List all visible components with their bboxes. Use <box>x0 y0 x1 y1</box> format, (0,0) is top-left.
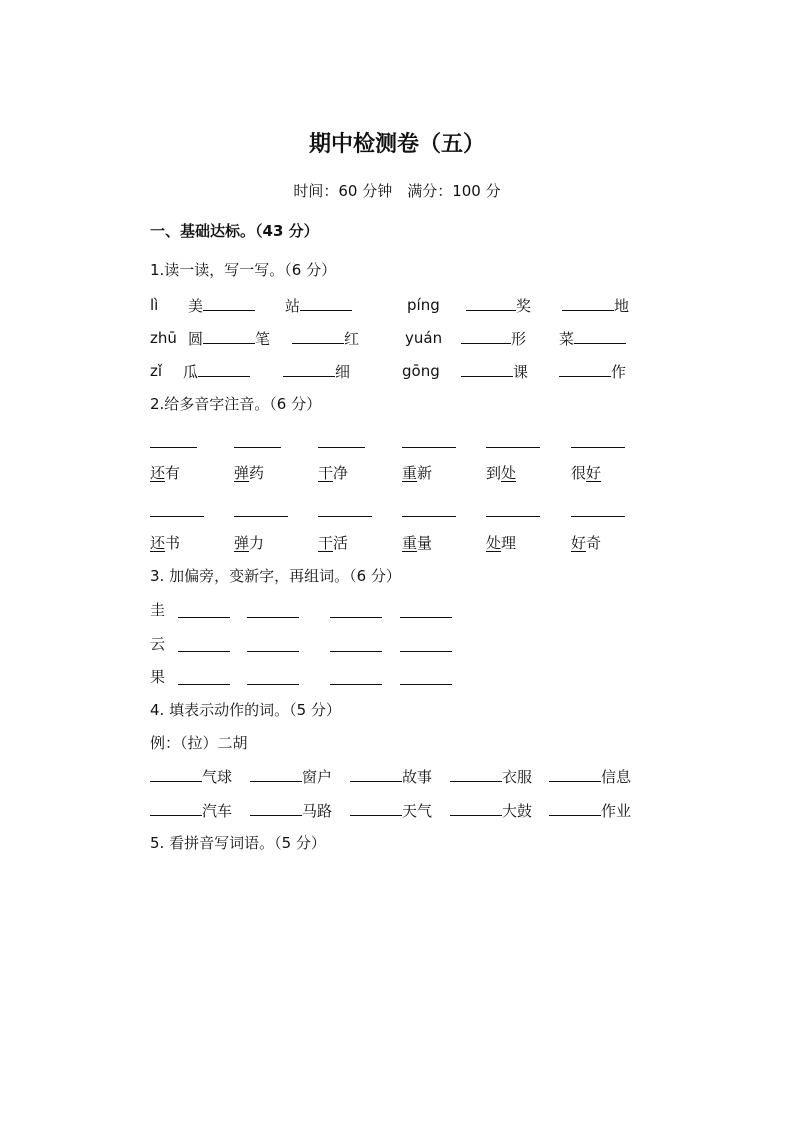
answer-line[interactable] <box>400 684 452 685</box>
char: 到 <box>486 464 502 482</box>
polyphone-word <box>571 463 601 483</box>
pinyin-label: yuán <box>405 329 443 347</box>
target-char: 处 <box>501 464 517 482</box>
object-word: 马路 <box>302 802 333 820</box>
section-heading: 一、基础达标。（43 分） <box>150 222 319 240</box>
question-1-heading: 1.读一读，写一写。（6 分） <box>150 261 337 279</box>
char: 作 <box>611 363 627 381</box>
object-word: 天气 <box>402 802 433 820</box>
answer-blank[interactable] <box>450 800 502 816</box>
target-char: 好 <box>586 464 602 482</box>
target-char: 弹 <box>234 534 250 552</box>
answer-blank[interactable] <box>562 295 614 311</box>
word-blank <box>292 328 359 349</box>
polyphone-word <box>234 463 264 483</box>
char: 力 <box>249 534 265 552</box>
answer-blank[interactable] <box>350 766 402 782</box>
object-word: 作业 <box>601 802 632 820</box>
answer-line[interactable] <box>486 516 540 517</box>
target-char: 干 <box>318 464 334 482</box>
answer-line[interactable] <box>247 684 299 685</box>
word-blank <box>188 328 270 349</box>
polyphone-word <box>318 463 348 483</box>
word-blank <box>562 295 629 316</box>
answer-line[interactable] <box>150 516 204 517</box>
answer-blank[interactable] <box>203 328 255 344</box>
answer-blank[interactable] <box>450 766 502 782</box>
question-2-heading: 2.给多音字注音。（6 分） <box>150 395 322 413</box>
target-char: 重 <box>402 464 418 482</box>
answer-blank[interactable] <box>461 361 513 377</box>
object-word: 衣服 <box>502 768 533 786</box>
char: 药 <box>249 464 265 482</box>
char: 很 <box>571 464 587 482</box>
answer-line[interactable] <box>234 516 288 517</box>
answer-blank[interactable] <box>283 361 335 377</box>
pinyin-label: píng <box>407 296 440 314</box>
verb-blank <box>250 800 332 821</box>
word-blank <box>466 295 531 316</box>
base-char: 果 <box>150 668 166 686</box>
verb-blank <box>549 800 631 821</box>
char: 瓜 <box>183 363 199 381</box>
polyphone-word <box>486 533 516 553</box>
target-char: 干 <box>318 534 334 552</box>
char: 课 <box>513 363 529 381</box>
polyphone-word <box>402 533 432 553</box>
object-word: 汽车 <box>202 802 233 820</box>
verb-blank <box>450 766 532 787</box>
char: 理 <box>501 534 517 552</box>
base-char: 云 <box>150 635 166 653</box>
answer-blank[interactable] <box>203 295 255 311</box>
verb-blank <box>150 766 232 787</box>
object-word: 窗户 <box>302 768 333 786</box>
answer-blank[interactable] <box>292 328 344 344</box>
char: 活 <box>333 534 349 552</box>
verb-blank <box>250 766 332 787</box>
answer-line[interactable] <box>178 617 230 618</box>
target-char: 重 <box>402 534 418 552</box>
answer-blank[interactable] <box>250 766 302 782</box>
pinyin-label: gōng <box>402 362 440 380</box>
answer-line[interactable] <box>318 516 372 517</box>
answer-blank[interactable] <box>250 800 302 816</box>
answer-line[interactable] <box>330 684 382 685</box>
answer-line[interactable] <box>400 617 452 618</box>
answer-line[interactable] <box>178 684 230 685</box>
word-blank <box>285 295 352 316</box>
polyphone-word <box>571 533 601 553</box>
word-blank <box>183 361 250 382</box>
char: 红 <box>344 330 360 348</box>
char: 形 <box>511 330 527 348</box>
question-5-heading: 5. 看拼音写词语。（5 分） <box>150 834 326 852</box>
word-blank <box>283 361 350 382</box>
object-word: 信息 <box>601 768 632 786</box>
target-char: 弹 <box>234 464 250 482</box>
char: 地 <box>614 297 630 315</box>
pinyin-label: zǐ <box>150 362 163 380</box>
polyphone-word <box>234 533 264 553</box>
object-word: 气球 <box>202 768 233 786</box>
char: 菜 <box>559 330 575 348</box>
exam-meta: 时间：60 分钟 满分：100 分 <box>293 182 501 200</box>
answer-blank[interactable] <box>150 800 202 816</box>
question-4-heading: 4. 填表示动作的词。（5 分） <box>150 701 341 719</box>
char: 净 <box>333 464 349 482</box>
pinyin-label: lì <box>150 296 159 314</box>
polyphone-word <box>486 463 516 483</box>
answer-line[interactable] <box>150 447 197 448</box>
word-blank <box>461 361 528 382</box>
answer-blank[interactable] <box>350 800 402 816</box>
char: 书 <box>165 534 181 552</box>
example-text: 例：（拉）二胡 <box>150 734 248 752</box>
answer-blank[interactable] <box>461 328 511 344</box>
answer-line[interactable] <box>178 651 230 652</box>
verb-blank <box>450 800 532 821</box>
verb-blank <box>350 800 432 821</box>
verb-blank <box>150 800 232 821</box>
question-3-heading: 3. 加偏旁，变新字，再组词。（6 分） <box>150 567 401 585</box>
answer-blank[interactable] <box>300 295 352 311</box>
polyphone-word <box>318 533 348 553</box>
object-word: 大鼓 <box>502 802 533 820</box>
answer-line[interactable] <box>247 651 299 652</box>
answer-blank[interactable] <box>150 766 202 782</box>
answer-line[interactable] <box>571 516 625 517</box>
char: 有 <box>165 464 181 482</box>
word-blank <box>559 361 626 382</box>
answer-line[interactable] <box>486 447 540 448</box>
answer-blank[interactable] <box>466 295 516 311</box>
answer-line[interactable] <box>402 516 456 517</box>
pinyin-label: zhū <box>150 329 177 347</box>
char: 站 <box>285 297 301 315</box>
target-char: 还 <box>150 534 166 552</box>
answer-line[interactable] <box>400 651 452 652</box>
answer-line[interactable] <box>247 617 299 618</box>
char: 圆 <box>188 330 204 348</box>
target-char: 处 <box>486 534 502 552</box>
base-char: 圭 <box>150 601 166 619</box>
char: 奖 <box>516 297 532 315</box>
char: 笔 <box>255 330 271 348</box>
target-char: 好 <box>571 534 587 552</box>
answer-line[interactable] <box>318 447 365 448</box>
answer-line[interactable] <box>330 617 382 618</box>
verb-blank <box>350 766 432 787</box>
char: 美 <box>188 297 204 315</box>
polyphone-word <box>150 463 180 483</box>
answer-blank[interactable] <box>559 361 611 377</box>
answer-blank[interactable] <box>549 800 601 816</box>
char: 量 <box>417 534 433 552</box>
verb-blank <box>549 766 631 787</box>
char: 细 <box>335 363 351 381</box>
char: 奇 <box>586 534 602 552</box>
word-blank <box>188 295 255 316</box>
object-word: 故事 <box>402 768 433 786</box>
target-char: 还 <box>150 464 166 482</box>
answer-blank[interactable] <box>549 766 601 782</box>
answer-blank[interactable] <box>198 361 250 377</box>
char: 新 <box>417 464 433 482</box>
answer-line[interactable] <box>571 447 625 448</box>
page-title: 期中检测卷（五） <box>308 132 485 157</box>
answer-line[interactable] <box>234 447 281 448</box>
answer-line[interactable] <box>330 651 382 652</box>
word-blank <box>559 328 626 349</box>
polyphone-word <box>150 533 180 553</box>
polyphone-word <box>402 463 432 483</box>
answer-blank[interactable] <box>574 328 626 344</box>
word-blank <box>461 328 526 349</box>
answer-line[interactable] <box>402 447 456 448</box>
